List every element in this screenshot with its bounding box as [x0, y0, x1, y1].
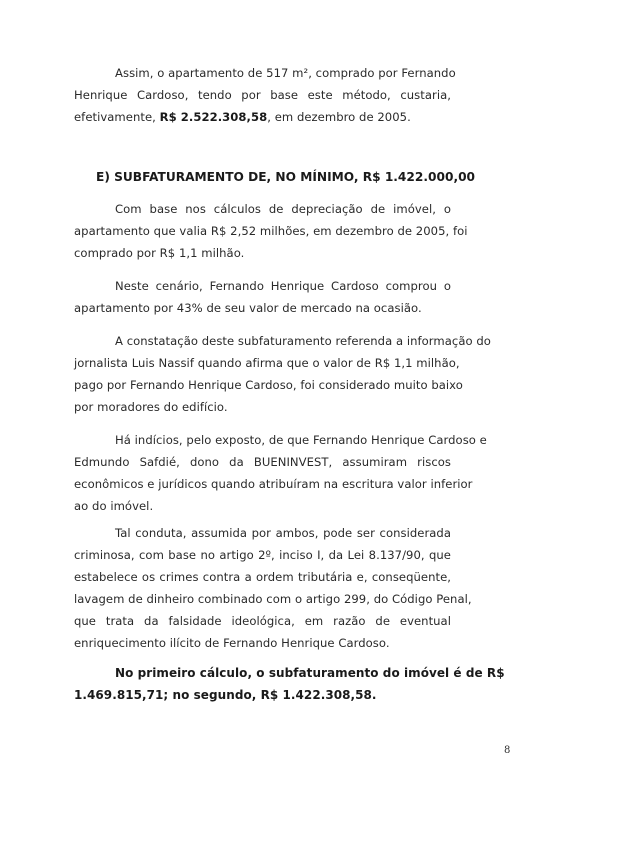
text-line: No primeiro cálculo, o subfaturamento do imóvel é de R$ [115, 666, 505, 680]
bold-value: R$ 2.522.308,58 [159, 110, 268, 124]
text-line: Henrique Cardoso, tendo por base este método, custaria, [74, 88, 451, 102]
text-line: Tal conduta, assumida por ambos, pode ser considerada [115, 526, 451, 540]
text-line: por moradores do edifício. [74, 400, 228, 414]
paragraph-scenario [74, 275, 451, 319]
text-line: A constatação deste subfaturamento referenda a informação do [115, 334, 491, 348]
text-line: apartamento que valia R$ 2,52 milhões, em dezembro de 2005, foi [74, 224, 468, 238]
text-line: apartamento por 43% de seu valor de mercado na ocasião. [74, 301, 422, 315]
paragraph-evidence [74, 429, 487, 517]
paragraph-cost-conclusion [74, 62, 456, 128]
paragraph-depreciation [74, 198, 468, 264]
text-line: econômicos e jurídicos quando atribuíram na escritura valor inferior [74, 477, 473, 491]
text-line: efetivamente, [74, 110, 160, 124]
text-line: Assim, o apartamento de 517 m², comprado por Fernando [115, 66, 456, 80]
text-line: ao do imóvel. [74, 499, 154, 513]
text-line: Há indícios, pelo exposto, de que Fernando Henrique Cardoso e [115, 433, 487, 447]
section-heading: E) SUBFATURAMENTO DE, NO MÍNIMO, R$ 1.422.000,00 [96, 170, 476, 184]
text-line: Neste cenário, Fernando Henrique Cardoso comprou o [115, 279, 451, 293]
paragraph-confirmation [74, 330, 491, 418]
text-line: que trata da falsidade ideológica, em razão de eventual [74, 614, 451, 628]
paragraph-legal-basis [74, 522, 472, 654]
text-line: Edmundo Safdié, dono da BUENINVEST, assumiram riscos [74, 455, 451, 469]
text-line: enriquecimento ilícito de Fernando Henrique Cardoso. [74, 636, 390, 650]
text-line: criminosa, com base no artigo 2º, inciso I, da Lei 8.137/90, que [74, 548, 451, 562]
text-line: , em dezembro de 2005. [267, 110, 411, 124]
text-line: estabelece os crimes contra a ordem tributária e, conseqüente, [74, 570, 451, 584]
text-line: comprado por R$ 1,1 milhão. [74, 246, 245, 260]
text-line: pago por Fernando Henrique Cardoso, foi considerado muito baixo [74, 378, 463, 392]
paragraph-summary [74, 662, 505, 706]
text-line: Com base nos cálculos de depreciação de imóvel, o [115, 202, 451, 216]
text-line: 1.469.815,71; no segundo, R$ 1.422.308,58. [74, 688, 377, 702]
text-line: lavagem de dinheiro combinado com o artigo 299, do Código Penal, [74, 592, 472, 606]
page-number: 8 [504, 745, 511, 756]
text-line: jornalista Luis Nassif quando afirma que o valor de R$ 1,1 milhão, [74, 356, 460, 370]
